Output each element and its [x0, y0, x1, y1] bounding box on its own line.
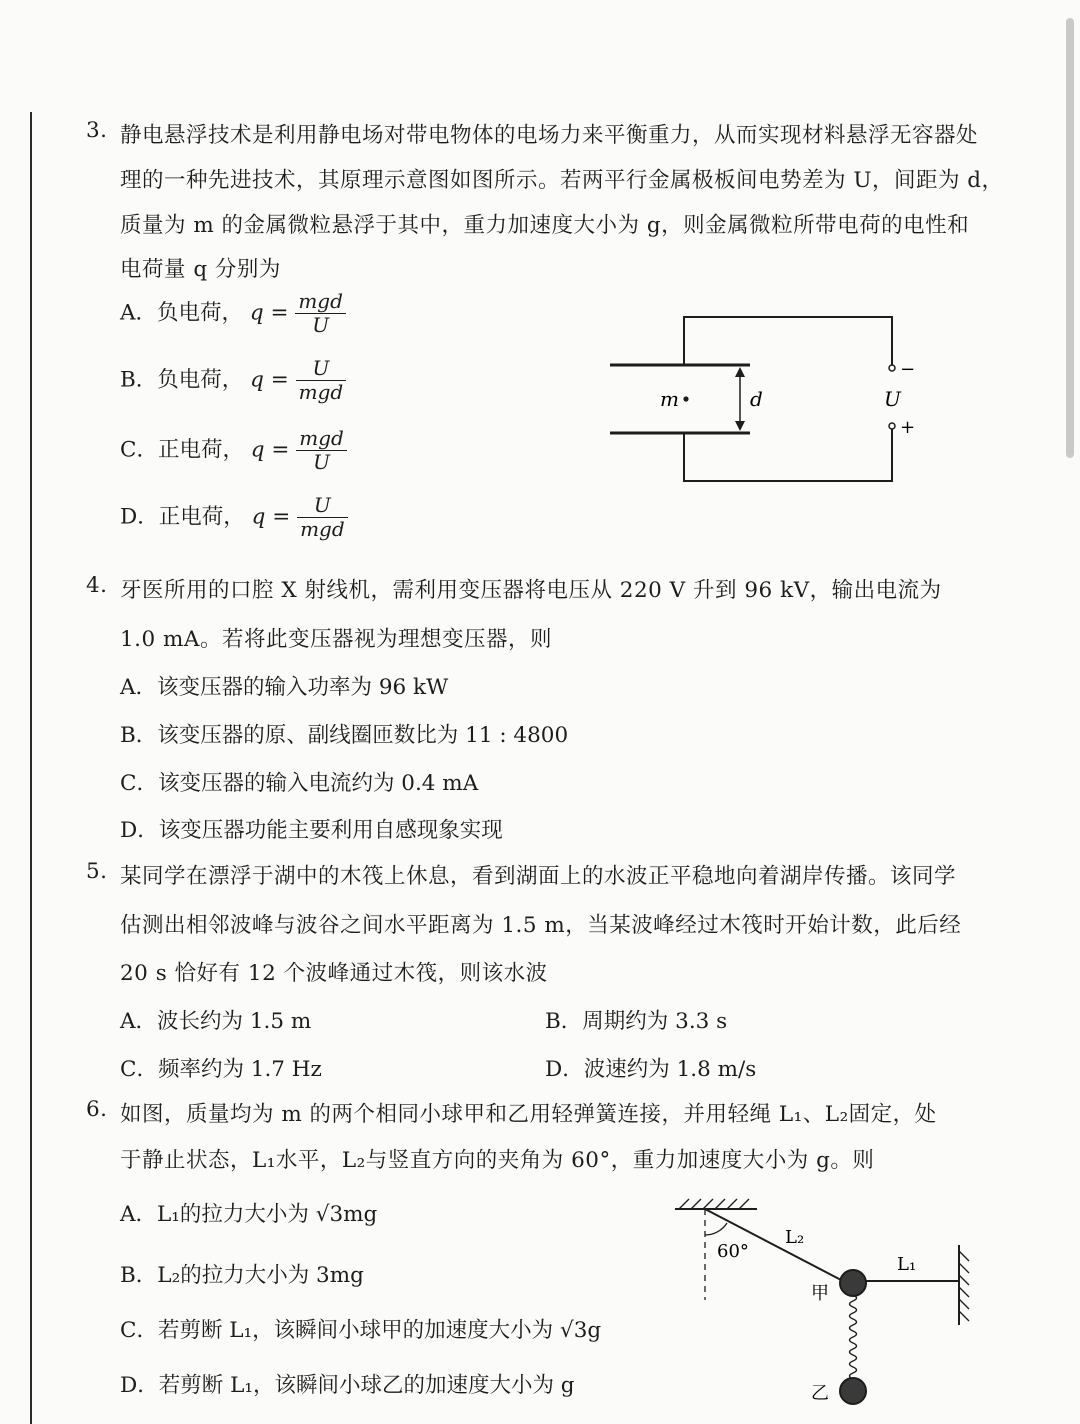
question-number: 6.: [86, 1097, 108, 1122]
numerator: mgd: [295, 290, 346, 314]
option-a[interactable]: A．L₁的拉力大小为 √3mg: [120, 1202, 378, 1227]
option-label: A．负电荷，: [120, 300, 244, 326]
ball-jia: [840, 1270, 866, 1296]
label-minus: −: [900, 359, 916, 380]
label-plus: +: [900, 417, 916, 438]
option-c[interactable]: C．若剪断 L₁，该瞬间小球甲的加速度大小为 √3g: [120, 1318, 602, 1343]
question-number: 3.: [86, 118, 108, 143]
question-line: 1.0 mA。若将此变压器视为理想变压器，则: [120, 627, 552, 652]
page-left-edge: [30, 112, 32, 1424]
denominator: mgd: [298, 380, 344, 404]
denominator: mgd: [300, 517, 345, 541]
angle-arc: [705, 1223, 727, 1235]
circuit-wire-bottom: [684, 429, 892, 481]
option-d[interactable]: D．波速约为 1.8 m/s: [545, 1057, 757, 1082]
question-line: 如图，质量均为 m 的两个相同小球甲和乙用轻弹簧连接，并用轻绳 L₁、L₂固定，处: [120, 1102, 937, 1127]
option-label: C．正电荷，: [120, 437, 244, 463]
fraction: [296, 357, 347, 404]
option-q: q =: [251, 504, 291, 530]
option-label: D．正电荷，: [120, 504, 245, 530]
question-number: 4.: [86, 573, 108, 598]
option-q: q =: [249, 300, 289, 326]
option-q: q =: [250, 437, 290, 463]
ball-yi: [840, 1378, 866, 1404]
terminal-minus: [889, 365, 895, 371]
option-b[interactable]: B．该变压器的原、副线圈匝数比为 11 : 4800: [120, 723, 569, 748]
option-d[interactable]: [120, 494, 348, 541]
denominator: U: [313, 450, 330, 474]
numerator: U: [297, 494, 348, 518]
numerator: U: [296, 357, 347, 381]
option-d[interactable]: D．若剪断 L₁，该瞬间小球乙的加速度大小为 g: [120, 1373, 575, 1398]
question-line: 估测出相邻波峰与波谷之间水平距离为 1.5 m，当某波峰经过木筏时开始计数，此后经: [120, 913, 962, 938]
ceiling-hatch: [679, 1199, 749, 1209]
label-jia: 甲: [811, 1283, 829, 1304]
option-c[interactable]: C．频率约为 1.7 Hz: [120, 1057, 322, 1082]
label-L1: L₁: [897, 1254, 917, 1275]
option-a[interactable]: [120, 290, 346, 337]
label-m: m: [660, 387, 679, 411]
arrow-head-up: [735, 367, 745, 377]
question-line: 静电悬浮技术是利用静电场对带电物体的电场力来平衡重力，从而实现材料悬浮无容器处: [120, 123, 979, 148]
label-yi: 乙: [811, 1383, 829, 1404]
label-L2: L₂: [785, 1227, 805, 1248]
option-b[interactable]: B．L₂的拉力大小为 3mg: [120, 1263, 364, 1288]
question-line: 20 s 恰好有 12 个波峰通过木筏，则该水波: [120, 961, 548, 986]
option-a[interactable]: A．该变压器的输入功率为 96 kW: [120, 675, 449, 700]
option-a[interactable]: A．波长约为 1.5 m: [120, 1009, 312, 1034]
spring-balls-diagram: [665, 1195, 985, 1410]
fraction: [296, 427, 347, 474]
terminal-plus: [889, 423, 895, 429]
option-c[interactable]: [120, 427, 347, 474]
question-line: 质量为 m 的金属微粒悬浮于其中，重力加速度大小为 g，则金属微粒所带电荷的电性和: [120, 213, 970, 238]
plates-circuit-diagram: [600, 305, 930, 495]
particle-dot: [683, 396, 688, 401]
question-line: 理的一种先进技术，其原理示意图如图所示。若两平行金属极板间电势差为 U，间距为 d，: [120, 168, 1004, 193]
option-b[interactable]: [120, 357, 346, 404]
label-d: d: [750, 387, 763, 411]
option-b[interactable]: B．周期约为 3.3 s: [545, 1009, 728, 1034]
question-number: 5.: [86, 859, 108, 884]
option-d[interactable]: D．该变压器功能主要利用自感现象实现: [120, 818, 503, 843]
circuit-wire-top: [684, 317, 892, 365]
question-line: 电荷量 q 分别为: [120, 257, 281, 282]
denominator: U: [312, 313, 330, 337]
question-line: 某同学在漂浮于湖中的木筏上休息，看到湖面上的水波正平稳地向着湖岸传播。该同学: [120, 864, 957, 889]
numerator: mgd: [296, 427, 347, 451]
label-U: U: [884, 387, 901, 411]
fraction: [295, 290, 346, 337]
option-label: B．负电荷，: [120, 367, 244, 393]
question-line: 于静止状态，L₁水平，L₂与竖直方向的夹角为 60°，重力加速度大小为 g。则: [120, 1148, 875, 1173]
option-q: q =: [250, 367, 289, 393]
fraction: [297, 494, 348, 541]
arrow-head-down: [735, 421, 745, 431]
question-line: 牙医所用的口腔 X 射线机，需利用变压器将电压从 220 V 升到 96 kV，输出电流为: [120, 578, 942, 603]
label-angle: 60°: [717, 1241, 749, 1262]
scrollbar-thumb[interactable]: [1066, 18, 1074, 458]
wall-hatch: [959, 1251, 969, 1321]
option-c[interactable]: C．该变压器的输入电流约为 0.4 mA: [120, 771, 479, 796]
